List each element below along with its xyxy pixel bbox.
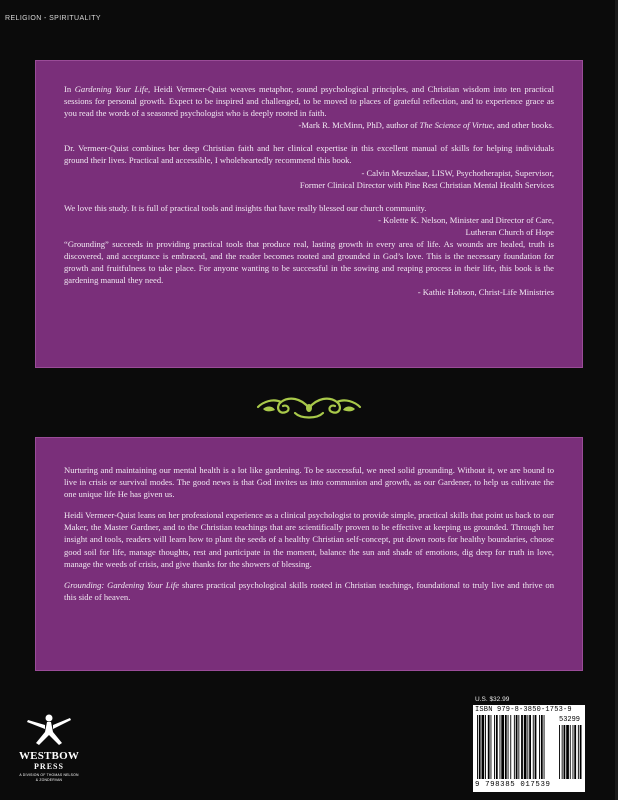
barcode-bar bbox=[479, 715, 481, 779]
barcode-supplement: 53299 bbox=[559, 716, 581, 724]
leaf-ornament-icon bbox=[255, 392, 363, 422]
description-paragraph-1: Nurturing and maintaining our mental health is a lot like gardening. To be successful, we need solid grounding. Without it, we are bound to live in crisis or survival modes. The good news is that God invites us into communion and growth, as our Gardener, to help us cultivate the one unique life He has given us. bbox=[64, 465, 554, 500]
category-label: RELIGION - SPIRITUALITY bbox=[5, 15, 101, 22]
barcode-bar bbox=[524, 715, 527, 779]
endorsement-meuzelaar bbox=[64, 142, 554, 190]
barcode-bar bbox=[505, 715, 507, 779]
barcode-bar bbox=[494, 715, 495, 779]
endorsements-panel bbox=[35, 60, 583, 368]
barcode-bar bbox=[544, 715, 545, 779]
endorsement-attribution: - Kolette K. Nelson, Minister and Director of Care, bbox=[378, 214, 554, 225]
barcode-supplement-bar bbox=[564, 725, 566, 779]
barcode-supplement-bar bbox=[570, 725, 571, 779]
endorsement-hobson bbox=[64, 238, 554, 298]
barcode-supplement-bar bbox=[580, 725, 582, 779]
barcode-bar bbox=[496, 715, 498, 779]
barcode-bar bbox=[527, 715, 528, 779]
price-label: U.S. $32.99 bbox=[475, 696, 510, 703]
barcode-bar bbox=[535, 715, 537, 779]
publisher-division-2: & ZONDERVAN bbox=[35, 778, 63, 782]
isbn-label: ISBN 979-8-3850-1753-9 bbox=[475, 706, 572, 714]
endorsement-text: In Gardening Your Life, Heidi Vermeer-Quist weaves metaphor, sound psychological principles, and Christian wisdom into ten practical sessions for personal growth. Expect to be inspired and challenged, to be moved to places of grateful reflection, and to experience grace as you read the words of a seasoned psychologist who is deeply rooted in faith. bbox=[64, 84, 555, 119]
book-description bbox=[64, 464, 554, 603]
barcode-bar bbox=[508, 715, 509, 779]
barcode-supplement-bar bbox=[573, 725, 574, 779]
barcode-supplement-bar bbox=[566, 725, 569, 779]
barcode-bar bbox=[501, 715, 504, 779]
endorsement-attribution: - Kathie Hobson, Christ-Life Ministries bbox=[417, 287, 554, 298]
description-paragraph-2: Heidi Vermeer-Quist leans on her professional experience as a clinical psychologist to provide simple, practical skills that point us back to our Maker, the Master Gardner, and to the Christian teachings that are scientifically proven to be effective at keeping us grounded. Through her insight and tools, readers will learn how to plant the seeds of a healthy Christian self-concept, put down roots for healthy boundaries, choose good soil for life, manage thoughts, rest and participate in the moment, balance the sun and shade of emotions, dig deep for truth in love, manage the weeds of crisis, and give thanks for the showers of blessing. bbox=[64, 510, 554, 569]
barcode-supplement-bar bbox=[559, 725, 560, 779]
barcode-bar bbox=[514, 715, 515, 779]
barcode-bar bbox=[539, 715, 540, 779]
publisher-logo bbox=[14, 712, 84, 787]
barcode-bar bbox=[482, 715, 485, 779]
barcode-bar bbox=[500, 715, 501, 779]
barcode-bar bbox=[521, 715, 523, 779]
barcode-bar bbox=[485, 715, 486, 779]
barcode-bar bbox=[488, 715, 490, 779]
endorsement-text: “Grounding” succeeds in providing practical tools that produce real, lasting growth in every area of life. As wounds are healed, truth is discovered, and acceptance is embraced, and the reader becomes rooted and grounded in God’s love. This is the necessary foundation for growth and fruitfulness to take place. For anyone wanting to be successful in the sowing and reaping process in their life, this book is the gardening manual they need. bbox=[64, 239, 554, 286]
barcode-supplement-bar bbox=[578, 725, 579, 779]
barcode-bar bbox=[477, 715, 478, 779]
endorsement-attribution-line2: Lutheran Church of Hope bbox=[465, 226, 554, 237]
barcode-bar bbox=[518, 715, 519, 779]
barcode-bar bbox=[510, 715, 511, 779]
barcode-digits: 9 798385 017539 bbox=[475, 781, 551, 789]
westbow-figure-icon bbox=[14, 712, 84, 750]
endorsement-text: Dr. Vermeer-Quist combines her deep Christian faith and her clinical expertise in this excellent manual of skills for helping individuals ground their lives. Practical and accessible, I wholeheartedly recommend this book. bbox=[64, 143, 554, 166]
barcode-bar bbox=[491, 715, 492, 779]
publisher-press: PRESS bbox=[34, 762, 64, 771]
endorsement-text: We love this study. It is full of practical tools and insights that have really blessed our church community. bbox=[64, 202, 427, 213]
barcode-supplement-bar bbox=[574, 725, 576, 779]
description-paragraph-3: Grounding: Gardening Your Life shares practical psychological skills rooted in Christian teachings, foundational to truly live and thrive on this side of heaven. bbox=[64, 579, 554, 602]
description-panel bbox=[35, 437, 583, 671]
endorsement-attribution: -Mark R. McMinn, PhD, author of The Science of Virtue, and other books. bbox=[298, 120, 554, 131]
endorsement-attribution-line2: Former Clinical Director with Pine Rest Christian Mental Health Services bbox=[299, 179, 554, 190]
barcode-supplement-bar bbox=[562, 725, 563, 779]
barcode-bar bbox=[541, 715, 543, 779]
publisher-name: WESTBOW bbox=[18, 750, 80, 762]
endorsement-mcminn bbox=[64, 83, 554, 131]
endorsement-nelson bbox=[64, 202, 554, 238]
publisher-division: A DIVISION OF THOMAS NELSON bbox=[19, 773, 79, 777]
barcode-bar bbox=[529, 715, 531, 779]
barcode-bar bbox=[533, 715, 534, 779]
endorsement-attribution: - Calvin Meuzelaar, LISW, Psychotherapist, Supervisor, bbox=[361, 167, 554, 178]
barcode-bar bbox=[516, 715, 518, 779]
barcode bbox=[473, 705, 585, 792]
